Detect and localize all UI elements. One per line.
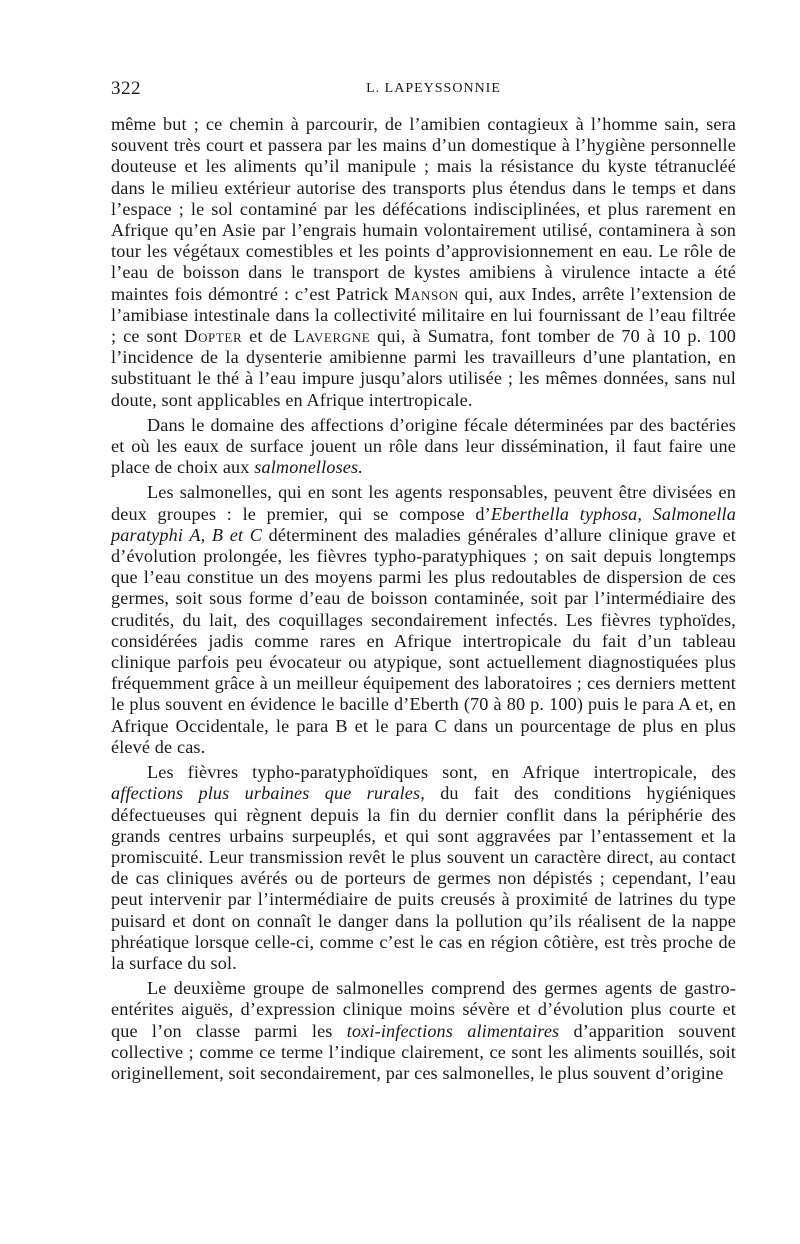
text-run: même but ; ce chemin à parcourir, de l’amibien contagieux à l’homme sain, sera souvent très court et passera par les mains d’un domestique à l’hygiène personnelle douteuse et les aliments qu’il manipule ; mais la résistance du kyste tétranucléé dans le milieu extérieur autorise des transports plus étendus dans le temps et dans l’espace ; le sol contaminé par les défécations indisciplinées, et plus rarement en Afrique qu’en Asie par l’engrais humain volontairement utilisé, contaminera à son tour les végétaux comestibles et les points d’approvisionnement en eau. Le rôle de l’eau de boisson dans le transport de kystes amibiens à virulence intacte a été maintes fois démontré : c’est Patrick [111, 114, 736, 304]
page-header [111, 78, 736, 102]
text-run: et de [242, 326, 294, 347]
text-run: Dans le domaine des affections d’origine fécale déterminées par des bactéries et où les eaux de surface jouent un rôle dans leur dissémination, il faut faire une place de choix aux [111, 414, 736, 478]
paragraph-3 [111, 482, 736, 758]
author-name-dopter: Dopter [184, 326, 243, 347]
text-run: déterminent des maladies générales d’allure clinique grave et d’évolution prolongée, les fièvres typho-paratyphiques ; on sait depuis longtemps que l’eau constitue un des moyens parmi les plus redoutables de dispersion de ces germes, soit sous forme d’eau de boisson contaminée, soit par l’intermédiaire des crudités, du lait, des coquillages secondairement infectés. Les fièvres typhoïdes, considérées jadis comme rares en Afrique intertropicale du fait d’un tableau clinique parfois peu évocateur ou atypique, sont actuellement diagnostiquées plus fréquemment grâce à un meilleur équipement des laboratoires ; ces derniers mettent le plus souvent en évidence le bacille d’Eberth (70 à 80 p. 100) puis le para A et, en Afrique Occidentale, le para B et le para C dans un pourcentage de plus en plus élevé de cas. [111, 524, 736, 757]
text-run: Le deuxième groupe de salmonelles comprend des germes agents de gastro-entérites aiguës, d’expression clinique moins sévère et d’évolution plus courte et que l’on classe parmi les [111, 978, 736, 1041]
paragraph-5 [111, 978, 736, 1084]
running-head: L. LAPEYSSONNIE [366, 81, 501, 96]
text-run: d’apparition souvent collective ; comme ce terme l’indique clairement, ce sont les aliments souillés, soit originellement, soit secondairement, par ces salmonelles, le plus souvent d’origine [111, 1020, 736, 1083]
text-run: qui, aux Indes, arrête l’extension de l’amibiase intestinale dans la collectivité militaire en lui fournissant de l’eau filtrée ; ce sont [111, 283, 736, 347]
paragraph-4 [111, 762, 736, 974]
paragraph-2 [111, 415, 736, 479]
body-text [111, 114, 736, 1084]
author-name-manson: Manson [394, 283, 459, 304]
text-run: Les salmonelles, qui en sont les agents responsables, peuvent être divisées en deux groupes : le premier, qui se compose d’ [111, 482, 736, 524]
text-run: du fait des conditions hygiéniques défectueuses qui règnent depuis la fin du dernier conflit dans la périphérie des grands centres urbains surpeuplés, et qui sont aggravées par l’entassement et la promiscuité. Leur transmission revêt le plus souvent un caractère direct, au contact de cas cliniques avérés ou de porteurs de germes non dépistés ; cependant, l’eau peut intervenir par l’intermédiaire de puits creusés à proximité de latrines du type puisard et dont on connaît le danger dans la pollution qu’ils réalisent de la nappe phréatique lorsque celle-ci, comme c’est le cas en région côtière, est très proche de la surface du sol. [111, 783, 736, 973]
page-number: 322 [111, 78, 141, 99]
paragraph-1 [111, 114, 736, 411]
emphasis-toxi-infections: toxi-infections alimentaires [346, 1020, 560, 1041]
text-run: qui, à Sumatra, font tomber de 70 à 10 p. 100 l’incidence de la dysenterie amibienne parmi les travailleurs d’une plantation, en substituant le thé à l’eau impure jusqu’alors utilisée ; les mêmes données, sans nul doute, sont applicables en Afrique intertropicale. [111, 326, 736, 410]
emphasis-urban-affections: affections plus urbaines que rurales, [111, 783, 425, 804]
emphasis-salmonelloses: salmonelloses. [254, 457, 363, 478]
text-run: Les fièvres typho-paratyphoïdiques sont, en Afrique intertropicale, des [147, 762, 736, 783]
emphasis-species-names: Eberthella typhosa, Salmonella paratyphi A, B et C [111, 503, 737, 545]
author-name-lavergne: Lavergne [293, 326, 371, 347]
